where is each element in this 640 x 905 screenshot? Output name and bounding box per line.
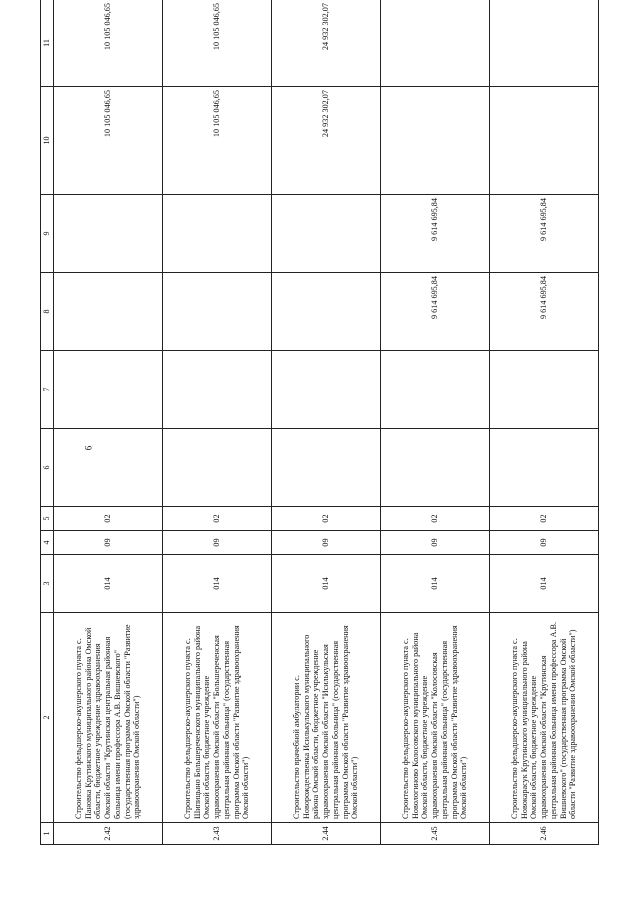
amount-cell [381,87,490,195]
amount-cell: 10 105 046,65 [163,0,272,87]
amount-cell [272,351,381,429]
amount-cell [54,351,163,429]
header-row [41,0,54,845]
amount-cell: 10 105 046,65 [54,0,163,87]
header-cell: 9 [41,195,54,273]
header-cell: 6 [41,429,54,507]
budget-table [40,0,599,845]
row-number: 2.44 [272,823,381,845]
table-row [272,0,381,845]
amount-cell [163,273,272,351]
amount-cell: 9 614 695,84 [490,273,599,351]
amount-cell: 10 105 046,65 [163,87,272,195]
amount-cell [163,351,272,429]
code-cell: 09 [490,531,599,555]
code-cell: 09 [54,531,163,555]
table-row [54,0,163,845]
code-cell: 09 [381,531,490,555]
amount-cell [54,273,163,351]
header-cell: 7 [41,351,54,429]
row-number: 2.43 [163,823,272,845]
code-cell: 014 [163,555,272,613]
table-row [381,0,490,845]
row-name: Строительство фельдшерско-акушерского пункта с. Новологиново Колосовского муниципального района Омской области, бюджетное учреждение здравоохранения Омской области "Колосовская центральная районная больница" (государственная программа Омской области "Развитие здравоохранения Омской области") [381,613,490,823]
row-name: Строительство фельдшерско-акушерского пункта с. Шипицыно Большереченского муниципального района Омской области, бюджетное учреждение здравоохранения Омской области "Большереченская центральная районная больница" (государственная программа Омской области "Развитие здравоохранения Омской области") [163,613,272,823]
amount-cell [381,429,490,507]
row-name: Строительство врачебной амбулатории с. Новорождественка Исилькульского муниципального района Омской области, бюджетное учреждение здравоохранения Омской области "Исилькульская центральная районная больница" (государственная программа Омской области "Развитие здравоохранения Омской области") [272,613,381,823]
amount-cell: 9 614 695,84 [381,195,490,273]
header-cell: 3 [41,555,54,613]
amount-cell: 24 932 302,07 [272,0,381,87]
header-cell: 5 [41,507,54,531]
page-number: 9 [83,445,93,451]
amount-cell [381,0,490,87]
row-number: 2.46 [490,823,599,845]
table-row [163,0,272,845]
amount-cell: 9 614 695,84 [381,273,490,351]
amount-cell: 10 105 046,65 [54,87,163,195]
amount-cell [381,351,490,429]
code-cell: 02 [490,507,599,531]
row-number: 2.42 [54,823,163,845]
code-cell: 014 [54,555,163,613]
header-cell: 4 [41,531,54,555]
amount-cell [54,195,163,273]
header-cell: 11 [41,0,54,87]
table-row [490,0,599,845]
row-name: Строительство фельдшерско-акушерского пункта с. Новокарасук Крутинского муниципального района Омской области, бюджетное учреждение здравоохранения Омской области "Крутинская центральная районная больница имени профессора А.В. Вишневского" (государственная программа Омской области "Развитие здравоохранения Омской области") [490,613,599,823]
header-cell: 8 [41,273,54,351]
amount-cell [54,429,163,507]
code-cell: 02 [272,507,381,531]
code-cell: 09 [272,531,381,555]
code-cell: 014 [381,555,490,613]
amount-cell [272,195,381,273]
amount-cell [490,87,599,195]
header-cell: 1 [41,823,54,845]
code-cell: 014 [272,555,381,613]
amount-cell [272,273,381,351]
code-cell: 09 [163,531,272,555]
amount-cell [163,429,272,507]
amount-cell [490,429,599,507]
code-cell: 02 [163,507,272,531]
rotated-page [40,0,625,845]
code-cell: 02 [54,507,163,531]
header-cell: 2 [41,613,54,823]
code-cell: 02 [381,507,490,531]
row-number: 2.45 [381,823,490,845]
amount-cell: 9 614 695,84 [490,195,599,273]
header-cell: 10 [41,87,54,195]
row-name: Строительство фельдшерско-акушерского пункта с. Пановка Крутинского муниципального района Омской области, бюджетное учреждение здравоохранения Омской области "Крутинская центральная районная больница имени профессора А.В. Вишневского" (государственная программа Омской области "Развитие здравоохранения Омской области") [54,613,163,823]
amount-cell [272,429,381,507]
code-cell: 014 [490,555,599,613]
amount-cell [163,195,272,273]
amount-cell [490,0,599,87]
amount-cell: 24 932 302,07 [272,87,381,195]
amount-cell [490,351,599,429]
